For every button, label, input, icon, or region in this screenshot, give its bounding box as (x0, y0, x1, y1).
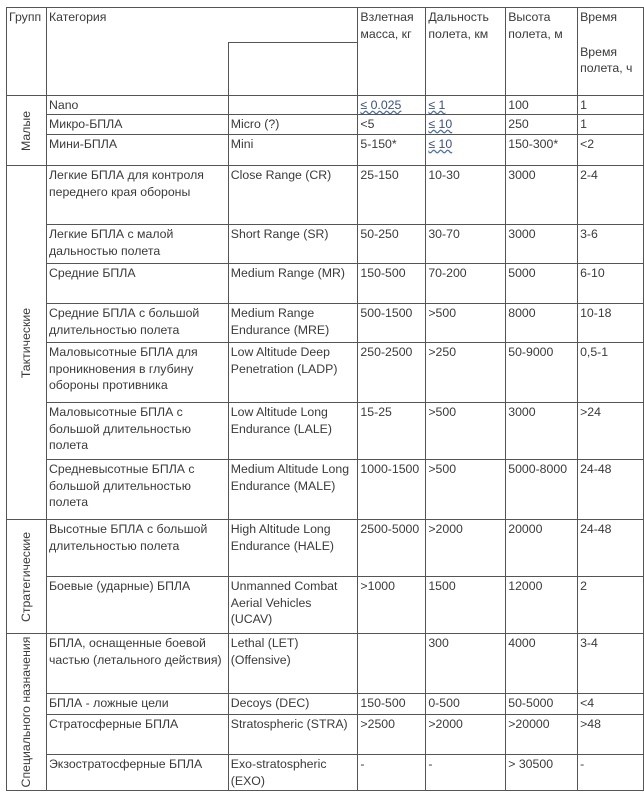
cell-time: 2-4 (578, 166, 644, 225)
cell-mass: 1000-1500 (358, 460, 426, 520)
cell-ru: Средние БПЛА (46, 264, 228, 304)
cell-alt: 150-300* (506, 135, 578, 166)
cell-mass: <5 (358, 115, 426, 135)
header-group: Групп (7, 8, 47, 96)
cell-range: >500 (426, 460, 506, 520)
cell-ru: БПЛА - ложные цели (46, 694, 228, 715)
cell-en: Medium Altitude Long Endurance (MALE) (228, 460, 358, 520)
cell-mass: 25-150 (358, 166, 426, 225)
cell-ru: Nano (46, 96, 228, 115)
cell-time: <4 (578, 694, 644, 715)
group-strategic: Стратегические (7, 520, 47, 634)
table-row (7, 225, 644, 264)
cell-en: High Altitude Long Endurance (HALE) (228, 520, 358, 577)
table-row (7, 460, 644, 520)
cell-alt: >20000 (506, 715, 578, 755)
cell-range: >500 (426, 403, 506, 460)
cell-alt: 50-9000 (506, 343, 578, 403)
cell-ru: Средневысотные БПЛА с большой длительностью полета (46, 460, 228, 520)
table-row (7, 304, 644, 343)
cell-alt: 3000 (506, 403, 578, 460)
cell-en: Low Altitude Deep Penetration (LADP) (228, 343, 358, 403)
cell-mass (358, 634, 426, 694)
cell-ru: Экзостратосферные БПЛА (46, 755, 228, 791)
cell-en: Medium Range (MR) (228, 264, 358, 304)
cell-mass: ≤ 0.025 (358, 96, 426, 115)
table-row (7, 755, 644, 791)
cell-range: >2000 (426, 520, 506, 577)
cell-mass: 150-500 (358, 694, 426, 715)
header-category: Категория (46, 8, 357, 43)
cell-en: Lethal (LET) (Offensive) (228, 634, 358, 694)
cell-mass: 15-25 (358, 403, 426, 460)
cell-range: 1500 (426, 577, 506, 634)
cell-mass: >2500 (358, 715, 426, 755)
cell-mass: 250-2500 (358, 343, 426, 403)
table-row (7, 343, 644, 403)
cell-range: ≤ 10 (426, 135, 506, 166)
cell-ru: Микро-БПЛА (46, 115, 228, 135)
cell-range: - (426, 755, 506, 791)
cell-alt: 3000 (506, 225, 578, 264)
header-time-full: Время полета, ч (578, 43, 644, 96)
cell-alt: 3000 (506, 166, 578, 225)
cell-range: >500 (426, 304, 506, 343)
cell-alt: 5000-8000 (506, 460, 578, 520)
cell-en: Mini (228, 135, 358, 166)
cell-alt: 5000 (506, 264, 578, 304)
cell-en: Short Range (SR) (228, 225, 358, 264)
cell-time: 6-10 (578, 264, 644, 304)
cell-alt: 8000 (506, 304, 578, 343)
table-row (7, 403, 644, 460)
cell-range: ≤ 1 (426, 96, 506, 115)
header-range: Дальность полета, км (426, 8, 506, 96)
cell-ru: Легкие БПЛА с малой дальностью полета (46, 225, 228, 264)
cell-time: 3-4 (578, 634, 644, 694)
cell-ru: БПЛА, оснащенные боевой частью (летального действия) (46, 634, 228, 694)
cell-range: >2000 (426, 715, 506, 755)
cell-alt: 50-5000 (506, 694, 578, 715)
cell-alt: 250 (506, 115, 578, 135)
cell-time: 10-18 (578, 304, 644, 343)
table-row (7, 520, 644, 577)
cell-time: 3-6 (578, 225, 644, 264)
header-category-ru (46, 43, 228, 96)
cell-mass: 5-150* (358, 135, 426, 166)
cell-range: 70-200 (426, 264, 506, 304)
cell-alt: 12000 (506, 577, 578, 634)
cell-range: ≤ 10 (426, 115, 506, 135)
cell-mass: - (358, 755, 426, 791)
header-category-en (228, 43, 358, 96)
cell-en (228, 96, 358, 115)
header-mass: Взлетная масса, кг (358, 8, 426, 96)
cell-alt: > 30500 (506, 755, 578, 791)
table-row (7, 264, 644, 304)
cell-time: 0,5-1 (578, 343, 644, 403)
cell-time: >48 (578, 715, 644, 755)
cell-en: Unmanned Combat Aerial Vehicles (UCAV) (228, 577, 358, 634)
group-small: Малые (7, 96, 47, 166)
header-altitude: Высота полета, м (506, 8, 578, 96)
cell-range: 300 (426, 634, 506, 694)
cell-mass: 500-1500 (358, 304, 426, 343)
cell-ru: Маловысотные БПЛА для проникновения в глубину обороны противника (46, 343, 228, 403)
cell-ru: Легкие БПЛА для контроля переднего края обороны (46, 166, 228, 225)
header-row (7, 8, 644, 43)
cell-range: 30-70 (426, 225, 506, 264)
cell-ru: Боевые (ударные) БПЛА (46, 577, 228, 634)
cell-time: - (578, 755, 644, 791)
cell-alt: 100 (506, 96, 578, 115)
cell-en: Close Range (CR) (228, 166, 358, 225)
group-special: Специального назначения (7, 634, 47, 791)
uav-classification-table (6, 7, 644, 791)
cell-mass: 2500-5000 (358, 520, 426, 577)
cell-time: 1 (578, 96, 644, 115)
cell-time: 24-48 (578, 460, 644, 520)
cell-en: Decoys (DEC) (228, 694, 358, 715)
cell-time: 2 (578, 577, 644, 634)
table-row (7, 135, 644, 166)
cell-en: Micro (?) (228, 115, 358, 135)
table-row (7, 715, 644, 755)
cell-range: 10-30 (426, 166, 506, 225)
table-row (7, 96, 644, 115)
group-tactical: Тактические (7, 166, 47, 520)
cell-mass: >1000 (358, 577, 426, 634)
table-row (7, 694, 644, 715)
cell-ru: Мини-БПЛА (46, 135, 228, 166)
cell-mass: 150-500 (358, 264, 426, 304)
table-row (7, 577, 644, 634)
cell-en: Stratospheric (STRA) (228, 715, 358, 755)
cell-mass: 50-250 (358, 225, 426, 264)
cell-alt: 4000 (506, 634, 578, 694)
cell-en: Exo-stratospheric (EXO) (228, 755, 358, 791)
cell-time: >24 (578, 403, 644, 460)
cell-en: Low Altitude Long Endurance (LALE) (228, 403, 358, 460)
cell-ru: Средние БПЛА с большой длительностью полета (46, 304, 228, 343)
cell-alt: 20000 (506, 520, 578, 577)
cell-en: Medium Range Endurance (MRE) (228, 304, 358, 343)
table-row (7, 634, 644, 694)
header-time-top: Время (578, 8, 644, 43)
cell-range: >250 (426, 343, 506, 403)
table-row (7, 166, 644, 225)
cell-time: 1 (578, 115, 644, 135)
cell-time: <2 (578, 135, 644, 166)
cell-ru: Стратосферные БПЛА (46, 715, 228, 755)
cell-range: 0-500 (426, 694, 506, 715)
cell-ru: Высотные БПЛА с большой длительностью полета (46, 520, 228, 577)
cell-ru: Маловысотные БПЛА с большой длительностью полета (46, 403, 228, 460)
cell-time: 24-48 (578, 520, 644, 577)
table-row (7, 115, 644, 135)
